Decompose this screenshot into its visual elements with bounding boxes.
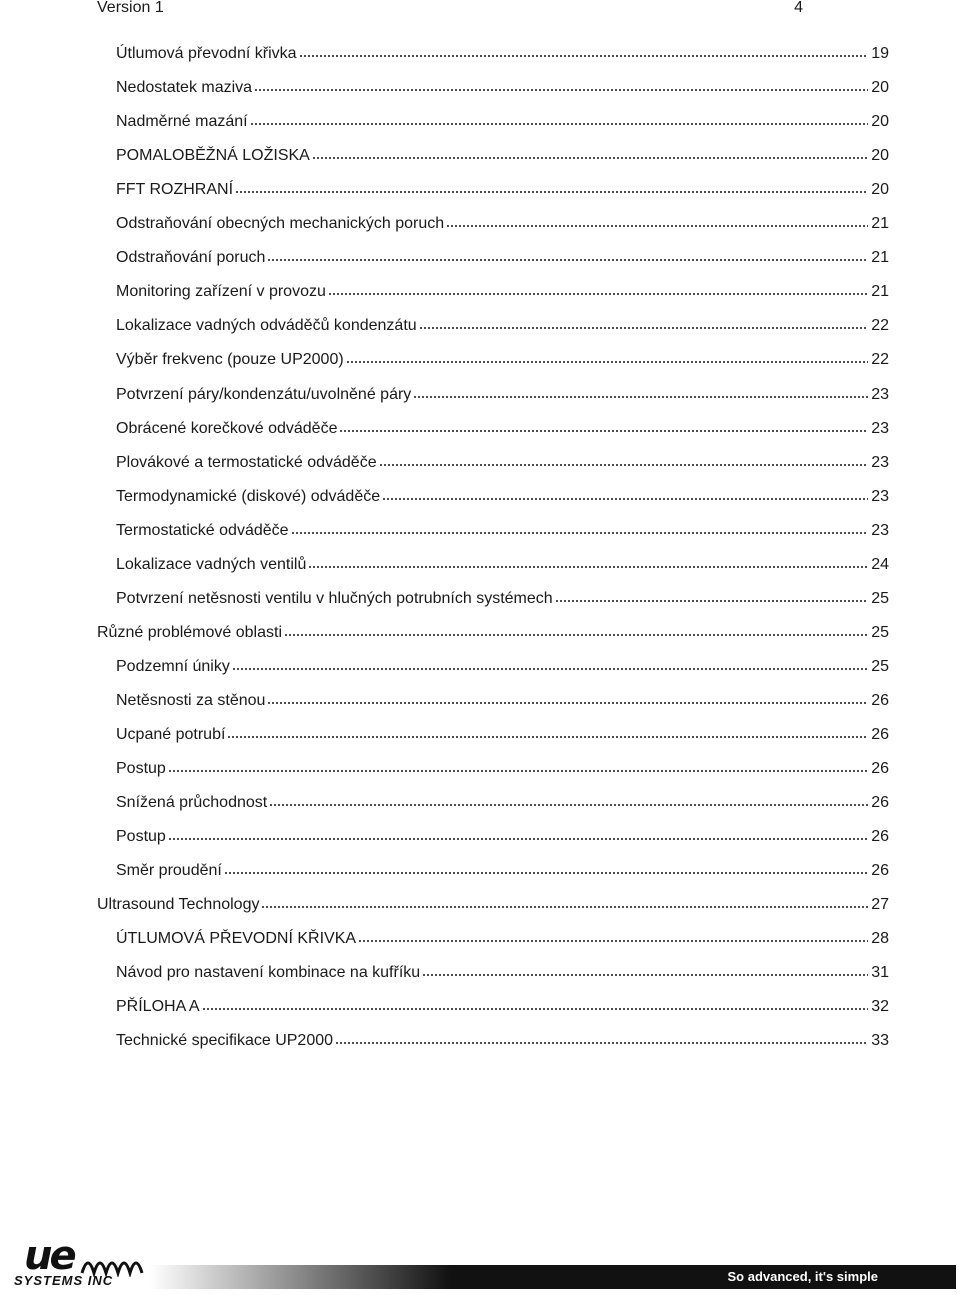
toc-dot-leader xyxy=(382,483,868,501)
toc-entry-page: 21 xyxy=(871,215,889,233)
toc-dot-leader xyxy=(168,755,868,773)
slogan-text: So advanced, it's simple xyxy=(727,1269,878,1284)
toc-entry-page: 22 xyxy=(871,317,889,335)
toc-dot-leader xyxy=(379,449,869,467)
toc-dot-leader xyxy=(339,415,868,433)
logo-mark: ue xyxy=(24,1233,74,1279)
toc-entry[interactable] xyxy=(116,721,889,745)
toc-entry-page: 23 xyxy=(871,385,889,403)
toc-dot-leader xyxy=(224,857,868,875)
toc-entry[interactable] xyxy=(116,449,889,473)
toc-dot-leader xyxy=(227,721,868,739)
toc-entry-title: Lokalizace vadných odváděčů kondenzátu xyxy=(116,317,417,335)
toc-dot-leader xyxy=(413,381,868,399)
toc-entry-page: 22 xyxy=(871,351,889,369)
toc-entry[interactable] xyxy=(116,40,889,64)
toc-entry[interactable] xyxy=(116,1027,889,1051)
toc-dot-leader xyxy=(419,312,869,330)
toc-entry-page: 26 xyxy=(871,862,889,880)
toc-entry-title: ÚTLUMOVÁ PŘEVODNÍ KŘIVKA xyxy=(116,930,357,948)
toc-dot-leader xyxy=(555,585,869,603)
toc-entry[interactable] xyxy=(116,585,889,609)
toc-entry[interactable] xyxy=(116,857,889,881)
toc-dot-leader xyxy=(422,959,868,977)
toc-entry-page: 26 xyxy=(871,726,889,743)
toc-entry-page: 23 xyxy=(871,521,889,539)
toc-entry-title: Snížená průchodnost xyxy=(116,794,268,812)
toc-entry-title: Potvrzení netěsnosti ventilu v hlučných potrubních systémech xyxy=(116,589,553,607)
toc-entry-title: Směr proudění xyxy=(116,862,222,880)
toc-entry-page: 26 xyxy=(871,828,889,846)
toc-dot-leader xyxy=(235,176,868,194)
toc-entry[interactable] xyxy=(116,415,889,439)
toc-entry[interactable] xyxy=(116,823,889,847)
toc-entry-page: 26 xyxy=(871,794,889,812)
toc-entry-page: 25 xyxy=(871,657,889,675)
toc-dot-leader xyxy=(267,244,868,262)
toc-entry-title: Ucpané potrubí xyxy=(116,726,226,743)
toc-entry-title: Termodynamické (diskové) odváděče xyxy=(116,487,381,505)
toc-entry[interactable] xyxy=(116,346,889,370)
toc-entry-page: 19 xyxy=(871,45,889,62)
toc-entry-page: 23 xyxy=(871,419,889,437)
toc-dot-leader xyxy=(232,653,868,671)
page-header xyxy=(97,0,803,20)
toc-entry-title: Různé problémové oblasti xyxy=(97,623,282,641)
toc-dot-leader xyxy=(299,40,869,58)
toc-dot-leader xyxy=(328,278,868,296)
ue-systems-logo xyxy=(14,1235,144,1291)
toc-dot-leader xyxy=(261,891,868,909)
toc-entry-title: Útlumová převodní křivka xyxy=(116,45,297,62)
toc-dot-leader xyxy=(446,210,868,228)
toc-entry-page: 20 xyxy=(871,79,889,97)
toc-entry-page: 21 xyxy=(871,249,889,267)
toc-entry[interactable] xyxy=(116,959,889,983)
toc-dot-leader xyxy=(291,517,869,535)
page-footer xyxy=(0,1235,960,1295)
toc-entry[interactable] xyxy=(97,891,889,915)
toc-entry-title: Nedostatek maziva xyxy=(116,79,253,97)
toc-dot-leader xyxy=(335,1027,868,1045)
toc-entry-title: Postup xyxy=(116,760,166,778)
toc-entry[interactable] xyxy=(116,244,889,268)
toc-entry[interactable] xyxy=(97,619,889,643)
toc-entry-page: 23 xyxy=(871,487,889,505)
version-label: Version 1 xyxy=(97,0,164,16)
toc-entry-page: 25 xyxy=(871,623,889,641)
toc-entry-title: Odstraňování obecných mechanických poruch xyxy=(116,215,445,233)
toc-dot-leader xyxy=(346,346,869,364)
toc-entry[interactable] xyxy=(116,789,889,813)
toc-entry-title: Nadměrné mazání xyxy=(116,113,248,131)
toc-entry-page: 27 xyxy=(871,896,889,914)
toc-dot-leader xyxy=(254,74,868,92)
page-number: 4 xyxy=(794,0,803,16)
logo-text: SYSTEMS INC xyxy=(14,1273,114,1288)
toc-entry-title: Termostatické odváděče xyxy=(116,521,289,539)
toc-entry-title: Plovákové a termostatické odváděče xyxy=(116,453,377,471)
toc-entry[interactable] xyxy=(116,176,889,200)
toc-entry-page: 24 xyxy=(871,555,889,573)
toc-entry[interactable] xyxy=(116,483,889,507)
toc-entry-page: 21 xyxy=(871,283,889,301)
toc-dot-leader xyxy=(358,925,868,943)
toc-dot-leader xyxy=(308,551,868,569)
toc-entry-page: 33 xyxy=(871,1032,889,1050)
toc-entry[interactable] xyxy=(116,278,889,302)
toc-entry[interactable] xyxy=(116,108,889,132)
toc-entry[interactable] xyxy=(116,653,889,677)
toc-entry-title: POMALOBĚŽNÁ LOŽISKA xyxy=(116,147,310,165)
toc-entry[interactable] xyxy=(116,551,889,575)
toc-dot-leader xyxy=(284,619,868,637)
toc-entry-page: 23 xyxy=(871,453,889,471)
toc-entry-title: Podzemní úniky xyxy=(116,657,230,675)
toc-dot-leader xyxy=(250,108,869,126)
toc-dot-leader xyxy=(267,687,868,705)
toc-dot-leader xyxy=(202,993,869,1011)
toc-entry-page: 28 xyxy=(871,930,889,948)
toc-entry[interactable] xyxy=(116,381,889,405)
toc-entry-title: Lokalizace vadných ventilů xyxy=(116,555,307,573)
toc-entry[interactable] xyxy=(116,517,889,541)
toc-entry-page: 20 xyxy=(871,181,889,199)
toc-entry-page: 31 xyxy=(871,964,889,982)
toc-entry-title: FFT ROZHRANÍ xyxy=(116,181,234,199)
toc-dot-leader xyxy=(312,142,868,160)
toc-entry-title: Monitoring zařízení v provozu xyxy=(116,283,326,301)
toc-entry-title: Postup xyxy=(116,828,166,846)
slogan-bar-fade xyxy=(150,1265,450,1289)
toc-entry[interactable] xyxy=(116,74,889,98)
toc-entry-page: 25 xyxy=(871,589,889,607)
slogan-bar xyxy=(150,1265,956,1289)
toc-entry-title: Technické specifikace UP2000 xyxy=(116,1032,334,1050)
toc-entry-page: 20 xyxy=(871,113,889,131)
toc-entry-page: 32 xyxy=(871,998,889,1016)
toc-entry[interactable] xyxy=(116,687,889,711)
toc-entry[interactable] xyxy=(116,210,889,234)
toc-dot-leader xyxy=(269,789,868,807)
toc-entry-page: 26 xyxy=(871,760,889,778)
toc-entry-title: Návod pro nastavení kombinace na kufříku xyxy=(116,964,421,982)
toc-entry[interactable] xyxy=(116,993,889,1017)
toc-entry-title: Netěsnosti za stěnou xyxy=(116,691,266,709)
toc-entry[interactable] xyxy=(116,755,889,779)
toc-entry-title: PŘÍLOHA A xyxy=(116,998,200,1016)
toc-entry-title: Ultrasound Technology xyxy=(97,896,260,914)
toc-entry-page: 26 xyxy=(871,691,889,709)
toc-entry[interactable] xyxy=(116,142,889,166)
toc-entry-page: 20 xyxy=(871,147,889,165)
toc-entry-title: Výběr frekvenc (pouze UP2000) xyxy=(116,351,344,369)
toc-entry-title: Obrácené korečkové odváděče xyxy=(116,419,338,437)
toc-entry-title: Odstraňování poruch xyxy=(116,249,266,267)
toc-entry[interactable] xyxy=(116,925,889,949)
toc-entry-title: Potvrzení páry/kondenzátu/uvolněné páry xyxy=(116,385,412,403)
toc-entry[interactable] xyxy=(116,312,889,336)
toc-dot-leader xyxy=(168,823,868,841)
